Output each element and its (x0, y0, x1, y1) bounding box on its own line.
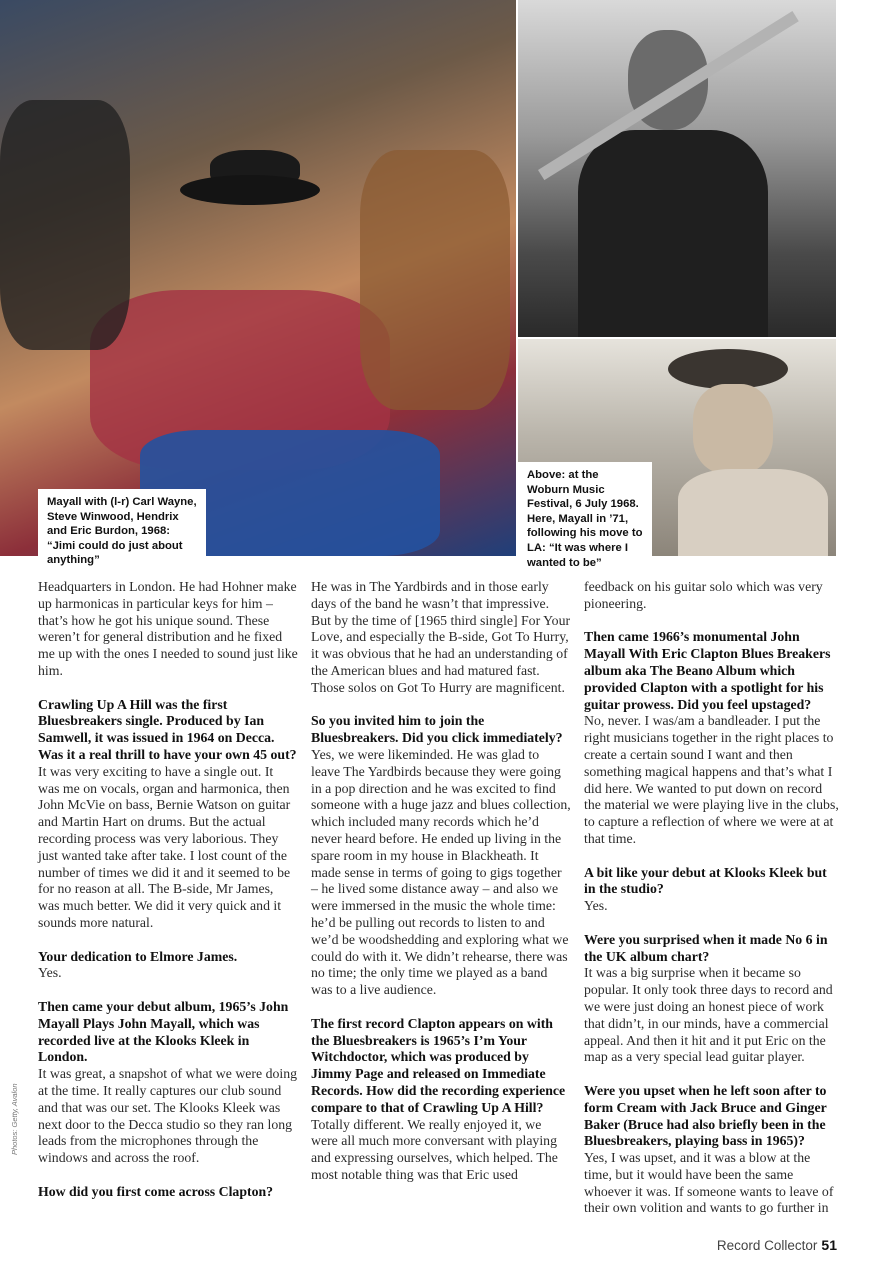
interview-answer: Yes, we were likeminded. He was glad to leave The Yardbirds because they were going in a pop direction and he was excited to find someone with a huge jazz and blues collection, which included many records which he’d never heard before. He ended up living in the spare room in my house in Blackheath. It made sense in terms of going to gigs together – he lived some distance away – and also we were immersed in the music the whole time: he’d be pulling out records to listen to and we’d be woodshedding and exploring what we could do with it. We didn’t rehearse, there was no time; the only time we played as a band was to a live audience. (311, 746, 571, 998)
interview-answer: No, never. I was/am a bandleader. I put the right musicians together in the right places to create a certain sound I want and then something magical happens and that’s what I did here. We wanted to put down on record the material we were playing live in the clubs, to capture a reflection of where we were at at that time. (584, 713, 839, 846)
interview-question: Your dedication to Elmore James. (38, 948, 238, 964)
article-paragraph (311, 579, 571, 697)
interview-answer: Headquarters in London. He had Hohner make up harmonicas in particular keys for him – that’s how he got his unique sound. These weren’t for general distribution and he fixed me up with the ones I needed to sound just like him. (38, 579, 298, 678)
article-paragraph (584, 579, 839, 613)
article-paragraph (584, 932, 839, 1066)
photo-credit: Photos: Getty, Avalon (10, 1083, 19, 1155)
interview-answer: Yes. (38, 965, 62, 981)
page-folio (717, 1237, 837, 1253)
article-paragraph (38, 999, 298, 1167)
interview-question: A bit like your debut at Klooks Kleek but in the studio? (584, 864, 827, 897)
interview-question: Then came 1966’s monumental John Mayall With Eric Clapton Blues Breakers album aka The Beano Album which provided Clapton with a spotlight for his guitar prowess. Did you feel upstaged? (584, 629, 831, 712)
photo-caption: Above: at the Woburn Music Festival, 6 July 1968. Here, Mayall in ’71, following his move to LA: “It was where I wanted to be” (518, 462, 652, 576)
interview-answer: It was very exciting to have a single out. It was me on vocals, organ and harmonica, then John McVie on bass, Bernie Watson on guitar and Martin Hart on drums. But the actual recording process was very laborious. They just wanted take after take. I lost count of the number of times we did it and it seemed to be for no reason at all. The B-side, Mr James, was much better. We did it very quick and it sounds more natural. (38, 763, 291, 930)
interview-question: Were you surprised when it made No 6 in the UK album chart? (584, 931, 828, 964)
publication-name: Record Collector (716, 1238, 818, 1253)
interview-answer: It was a big surprise when it became so popular. It only took three days to record and we were just doing an honest piece of work that didn’t, in our minds, have a commercial appeal. And then it hit and it put Eric on the map as a very special lead guitar player. (584, 965, 833, 1065)
interview-answer: feedback on his guitar solo which was very pioneering. (584, 579, 823, 611)
woburn-festival-photo (518, 0, 836, 337)
interview-answer: Yes. (584, 898, 608, 914)
interview-answer: He was in The Yardbirds and in those early days of the band he wasn’t that impressive. But by the time of [1965 third single] For Your Love, and especially the B-side, Got To Hurry, it was obvious that he had an understanding of the American blues and had matured fast. Those solos on Got To Hurry are magnificent. (311, 579, 571, 695)
article-paragraph (38, 949, 298, 983)
article-paragraph (311, 1016, 571, 1184)
interview-question: The first record Clapton appears on with the Bluesbreakers is 1965’s I’m Your Witchdoctor, which was produced by Jimmy Page and released on Immediate Records. How did the recording experience compare to that of Crawling Up A Hill? (311, 1015, 566, 1115)
interview-question: Crawling Up A Hill was the first Bluesbreakers single. Produced by Ian Samwell, it was issued in 1964 on Decca. Was it a real thrill to have your own 45 out? (38, 696, 297, 762)
article-paragraph (38, 579, 298, 680)
interview-answer: Yes, I was upset, and it was a blow at the time, but it would have been the same whoever it was. If someone wants to leave of their own volition and wants to go further in (584, 1150, 834, 1216)
photo-caption: Mayall with (l-r) Carl Wayne, Steve Winwood, Hendrix and Eric Burdon, 1968: “Jimi could do just about anything” (38, 489, 206, 574)
page-number: 51 (821, 1237, 837, 1253)
interview-question: How did you first come across Clapton? (38, 1183, 274, 1199)
article-column-3 (584, 579, 839, 1234)
article-paragraph (584, 629, 839, 847)
article-paragraph (584, 865, 839, 915)
interview-answer: Totally different. We really enjoyed it, we were all much more conversant with playing and expressing ourselves, which helped. The most notable thing was that Eric used (311, 1116, 558, 1182)
article-paragraph (38, 697, 298, 932)
interview-question: Were you upset when he left soon after to form Cream with Jack Bruce and Ginger Baker (Bruce had also briefly been in the Bluesbreakers, playing bass in 1965)? (584, 1082, 827, 1149)
article-paragraph (38, 1184, 298, 1201)
article-paragraph (311, 713, 571, 999)
article-column-1 (38, 579, 298, 1217)
interview-answer: It was great, a snapshot of what we were doing at the time. It really captures our club sound and that was our set. The Klooks Kleek was next door to the Decca studio so they ran long leads from the microphones through the windows and across the roof. (38, 1066, 297, 1166)
interview-question: Then came your debut album, 1965’s John Mayall Plays John Mayall, which was recorded live at the Klooks Kleek in London. (38, 998, 289, 1065)
article-column-2 (311, 579, 571, 1200)
group-photo (0, 0, 516, 556)
article-paragraph (584, 1083, 839, 1217)
interview-question: So you invited him to join the Bluesbreakers. Did you click immediately? (311, 713, 563, 746)
